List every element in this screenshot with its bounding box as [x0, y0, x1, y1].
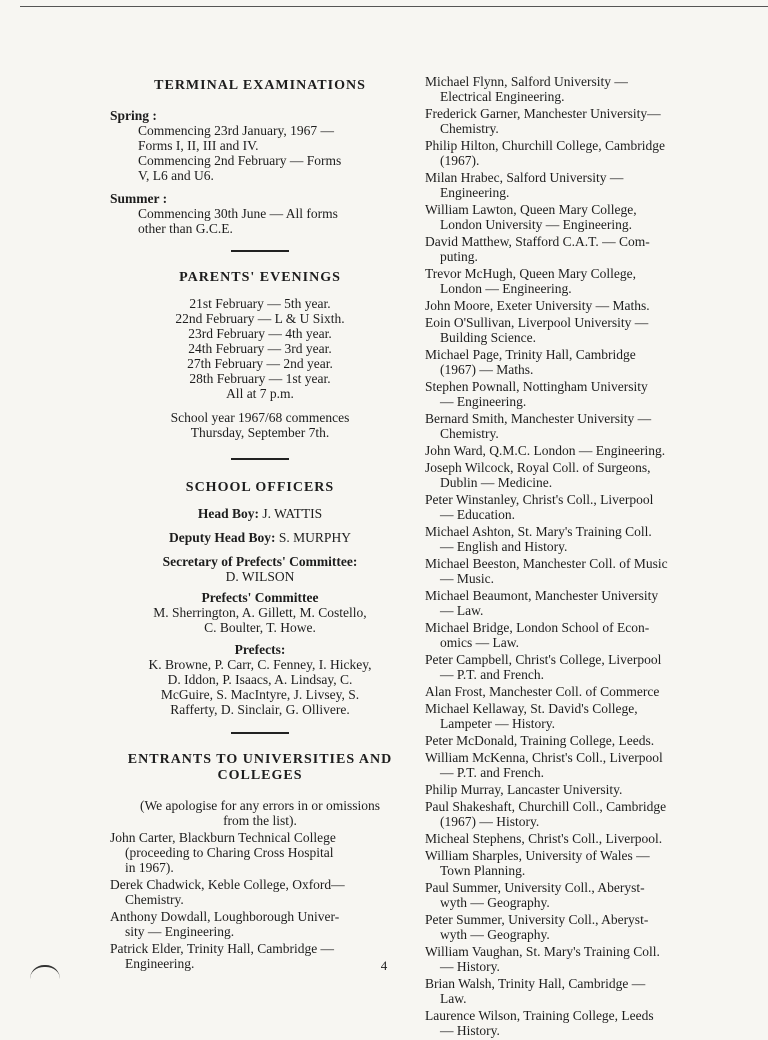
entrant-name-line: William Sharples, University of Wales — — [425, 848, 650, 863]
prefects-list — [110, 657, 410, 717]
prefects-committee-line-1: M. Sherrington, A. Gillett, M. Costello, — [153, 605, 367, 620]
head-boy-line — [110, 506, 410, 521]
entrant-name-line: Laurence Wilson, Training College, Leeds — [425, 1008, 654, 1023]
entrant-name-line: Stephen Pownall, Nottingham University — [425, 379, 648, 394]
page-top-rule — [20, 6, 768, 7]
entrant-name-line: Anthony Dowdall, Loughborough Univer- — [110, 909, 340, 924]
parents-evening-line: 27th February — 2nd year. — [187, 356, 333, 371]
prefects-line: Rafferty, D. Sinclair, G. Ollivere. — [170, 702, 350, 717]
entrant-entry — [425, 976, 725, 1006]
entrant-entry — [425, 411, 725, 441]
deputy-head-boy-name: S. MURPHY — [278, 530, 351, 545]
entrant-name-line: Michael Ashton, St. Mary's Training Coll. — [425, 524, 652, 539]
entrant-detail-line: sity — Engineering. — [125, 924, 235, 939]
entrant-entry — [425, 733, 725, 748]
parents-evening-line: 24th February — 3rd year. — [188, 341, 332, 356]
entrant-entry — [425, 831, 725, 846]
entrant-name-line: Michael Bridge, London School of Econ- — [425, 620, 650, 635]
entrant-entry — [425, 799, 725, 829]
entrant-detail-line: puting. — [440, 249, 478, 264]
entrants-list-left — [110, 830, 410, 973]
entrant-name-line: Paul Summer, University Coll., Aberyst- — [425, 880, 645, 895]
entrant-name-line: Michael Beeston, Manchester Coll. of Music — [425, 556, 668, 571]
entrant-name-line: Paul Shakeshaft, Churchill Coll., Cambridge — [425, 799, 667, 814]
entrant-name-line: Brian Walsh, Trinity Hall, Cambridge — — [425, 976, 646, 991]
entrant-entry — [425, 460, 725, 490]
entrant-name-line: Michael Page, Trinity Hall, Cambridge — [425, 347, 636, 362]
entrant-entry — [425, 524, 725, 554]
prefects-line: K. Browne, P. Carr, C. Fenney, I. Hickey, — [148, 657, 372, 672]
section-divider — [231, 458, 289, 460]
entrant-entry — [425, 620, 725, 650]
entrant-detail-line: Building Science. — [440, 330, 536, 345]
entrant-name-line: John Moore, Exeter University — Maths. — [425, 298, 650, 313]
page-number: 4 — [380, 958, 388, 973]
entrant-name-line: Patrick Elder, Trinity Hall, Cambridge — — [110, 941, 335, 956]
entrant-name-line: Peter McDonald, Training College, Leeds. — [425, 733, 655, 748]
entrant-name-line: William Vaughan, St. Mary's Training Coll. — [425, 944, 660, 959]
spring-line: Forms I, II, III and IV. — [138, 138, 259, 153]
entrant-detail-line: — History. — [440, 959, 500, 974]
secretary-name: D. WILSON — [225, 569, 295, 584]
entrant-entry — [425, 556, 725, 586]
parents-evening-line: All at 7 p.m. — [226, 386, 294, 401]
entrant-entry — [425, 782, 725, 797]
summer-label: Summer : — [110, 191, 168, 206]
entrant-detail-line: Lampeter — History. — [440, 716, 555, 731]
prefects-committee-block — [110, 590, 410, 635]
spring-line: V, L6 and U6. — [138, 168, 214, 183]
entrant-name-line: Milan Hrabec, Salford University — — [425, 170, 624, 185]
entrant-detail-line: Law. — [440, 991, 467, 1006]
entrant-detail-line: Chemistry. — [440, 426, 499, 441]
terminal-exams-section — [110, 108, 410, 236]
entrant-detail-line: — Music. — [440, 571, 494, 586]
parents-evening-line: 22nd February — L & U Sixth. — [175, 311, 345, 326]
entrant-name-line: Trevor McHugh, Queen Mary College, — [425, 266, 636, 281]
entrant-entry — [425, 1008, 725, 1038]
entrant-entry — [425, 315, 725, 345]
entrant-entry — [425, 443, 725, 458]
entrant-detail-line: Electrical Engineering. — [440, 89, 565, 104]
entrant-name-line: Michael Beaumont, Manchester University — [425, 588, 659, 603]
entrant-entry — [425, 266, 725, 296]
entrant-entry — [425, 750, 725, 780]
spring-line: Commencing 23rd January, 1967 — — [138, 123, 334, 138]
entrants-heading-line-2: COLLEGES — [217, 768, 303, 783]
entrant-entry — [425, 379, 725, 409]
parents-evenings-list — [110, 296, 410, 401]
entrant-name-line: Eoin O'Sullivan, Liverpool University — — [425, 315, 649, 330]
entrants-list-right — [425, 74, 725, 1040]
entrant-entry — [425, 588, 725, 618]
section-divider — [231, 732, 289, 734]
spring-label: Spring : — [110, 108, 157, 123]
entrant-entry — [425, 202, 725, 232]
summer-line: other than G.C.E. — [138, 221, 233, 236]
entrants-heading-line-1: ENTRANTS TO UNIVERSITIES AND — [127, 752, 393, 767]
entrant-name-line: Frederick Garner, Manchester University— — [425, 106, 661, 121]
entrant-detail-line: Engineering. — [125, 956, 195, 971]
secretary-block — [110, 554, 410, 584]
entrant-name-line: William McKenna, Christ's Coll., Liverpool — [425, 750, 663, 765]
entrant-detail-line: omics — Law. — [440, 635, 519, 650]
entrant-name-line: Philip Hilton, Churchill College, Cambridge — [425, 138, 665, 153]
entrant-detail-line: Chemistry. — [440, 121, 499, 136]
section-divider — [231, 250, 289, 252]
entrant-detail-line: — Engineering. — [440, 394, 527, 409]
entrant-entry — [425, 170, 725, 200]
entrant-entry — [425, 652, 725, 682]
entrant-entry — [425, 234, 725, 264]
entrant-name-line: Micheal Stephens, Christ's Coll., Liverpool. — [425, 831, 663, 846]
head-boy-name: J. WATTIS — [262, 506, 323, 521]
entrant-name-line: Peter Summer, University Coll., Aberyst- — [425, 912, 649, 927]
entrant-name-line: Michael Kellaway, St. David's College, — [425, 701, 638, 716]
deputy-head-boy-line — [110, 530, 410, 545]
entrant-detail-line: London — Engineering. — [440, 281, 572, 296]
entrant-entry — [425, 298, 725, 313]
parents-evening-line: 23rd February — 4th year. — [188, 326, 332, 341]
prefects-block — [110, 642, 410, 717]
entrant-entry — [110, 877, 410, 907]
entrant-entry — [425, 106, 725, 136]
head-boy-label: Head Boy: — [197, 506, 259, 521]
entrant-detail-line: — P.T. and French. — [440, 667, 544, 682]
school-year-line-1: School year 1967/68 commences — [170, 410, 350, 425]
apology-line-1: (We apologise for any errors in or omissions — [140, 798, 380, 813]
entrant-detail-line: Dublin — Medicine. — [440, 475, 553, 490]
prefects-line: McGuire, S. MacIntyre, J. Livsey, S. — [160, 687, 360, 702]
entrant-name-line: Peter Winstanley, Christ's Coll., Liverpool — [425, 492, 654, 507]
entrant-detail-line: (1967) — Maths. — [440, 362, 534, 377]
entrant-detail-line: (1967) — History. — [440, 814, 540, 829]
prefects-label: Prefects: — [234, 642, 286, 657]
entrant-name-line: John Ward, Q.M.C. London — Engineering. — [425, 443, 666, 458]
spring-line: Commencing 2nd February — Forms — [138, 153, 342, 168]
entrants-apology — [110, 798, 410, 828]
deputy-head-boy-label: Deputy Head Boy: — [169, 530, 276, 545]
entrant-name-line: Alan Frost, Manchester Coll. of Commerce — [425, 684, 660, 699]
entrant-entry — [425, 912, 725, 942]
entrant-entry — [425, 880, 725, 910]
entrant-name-line: William Lawton, Queen Mary College, — [425, 202, 637, 217]
entrant-detail-line: wyth — Geography. — [440, 895, 550, 910]
terminal-exams-heading: TERMINAL EXAMINATIONS — [154, 78, 366, 93]
entrant-detail-line: wyth — Geography. — [440, 927, 550, 942]
entrant-detail-line: — English and History. — [440, 539, 568, 554]
entrants-heading — [110, 752, 410, 784]
entrant-name-line: Michael Flynn, Salford University — — [425, 74, 628, 89]
entrant-entry — [425, 74, 725, 104]
prefects-committee-line-2: C. Boulter, T. Howe. — [204, 620, 316, 635]
entrant-name-line: Philip Murray, Lancaster University. — [425, 782, 623, 797]
entrant-detail-line: — Education. — [440, 507, 515, 522]
apology-line-2: from the list). — [223, 813, 297, 828]
parents-evenings-heading: PARENTS' EVENINGS — [179, 270, 341, 285]
entrant-detail-line: (1967). — [440, 153, 480, 168]
entrant-detail-line: Town Planning. — [440, 863, 526, 878]
entrant-detail-line: — History. — [440, 1023, 500, 1038]
entrant-detail-line: Engineering. — [440, 185, 510, 200]
entrant-detail-line: — Law. — [440, 603, 484, 618]
entrant-detail-line: in 1967). — [125, 860, 174, 875]
entrant-name-line: Peter Campbell, Christ's College, Liverpool — [425, 652, 662, 667]
entrant-detail-line: Chemistry. — [125, 892, 184, 907]
parents-evening-line: 21st February — 5th year. — [189, 296, 331, 311]
entrant-entry — [425, 701, 725, 731]
parents-evening-line: 28th February — 1st year. — [189, 371, 331, 386]
entrant-detail-line: (proceeding to Charing Cross Hospital — [125, 845, 334, 860]
spring-lines — [110, 123, 410, 183]
school-year-note — [110, 410, 410, 440]
entrant-detail-line: London University — Engineering. — [440, 217, 632, 232]
entrant-name-line: John Carter, Blackburn Technical College — [110, 830, 336, 845]
entrant-entry — [425, 684, 725, 699]
entrant-entry — [110, 909, 410, 939]
entrant-entry — [425, 138, 725, 168]
entrant-name-line: Derek Chadwick, Keble College, Oxford— — [110, 877, 345, 892]
entrant-entry — [425, 492, 725, 522]
entrant-name-line: Joseph Wilcock, Royal Coll. of Surgeons, — [425, 460, 651, 475]
entrant-entry — [425, 848, 725, 878]
entrant-name-line: David Matthew, Stafford C.A.T. — Com- — [425, 234, 650, 249]
secretary-label: Secretary of Prefects' Committee: — [162, 554, 358, 569]
entrant-entry — [110, 830, 410, 875]
prefects-line: D. Iddon, P. Isaacs, A. Lindsay, C. — [167, 672, 353, 687]
summer-lines — [110, 206, 410, 236]
entrant-entry — [425, 347, 725, 377]
entrant-detail-line: — P.T. and French. — [440, 765, 544, 780]
entrant-name-line: Bernard Smith, Manchester University — — [425, 411, 652, 426]
prefects-committee-label: Prefects' Committee — [201, 590, 319, 605]
school-year-line-2: Thursday, September 7th. — [190, 425, 330, 440]
summer-line: Commencing 30th June — All forms — [138, 206, 338, 221]
school-officers-heading: SCHOOL OFFICERS — [185, 480, 335, 495]
